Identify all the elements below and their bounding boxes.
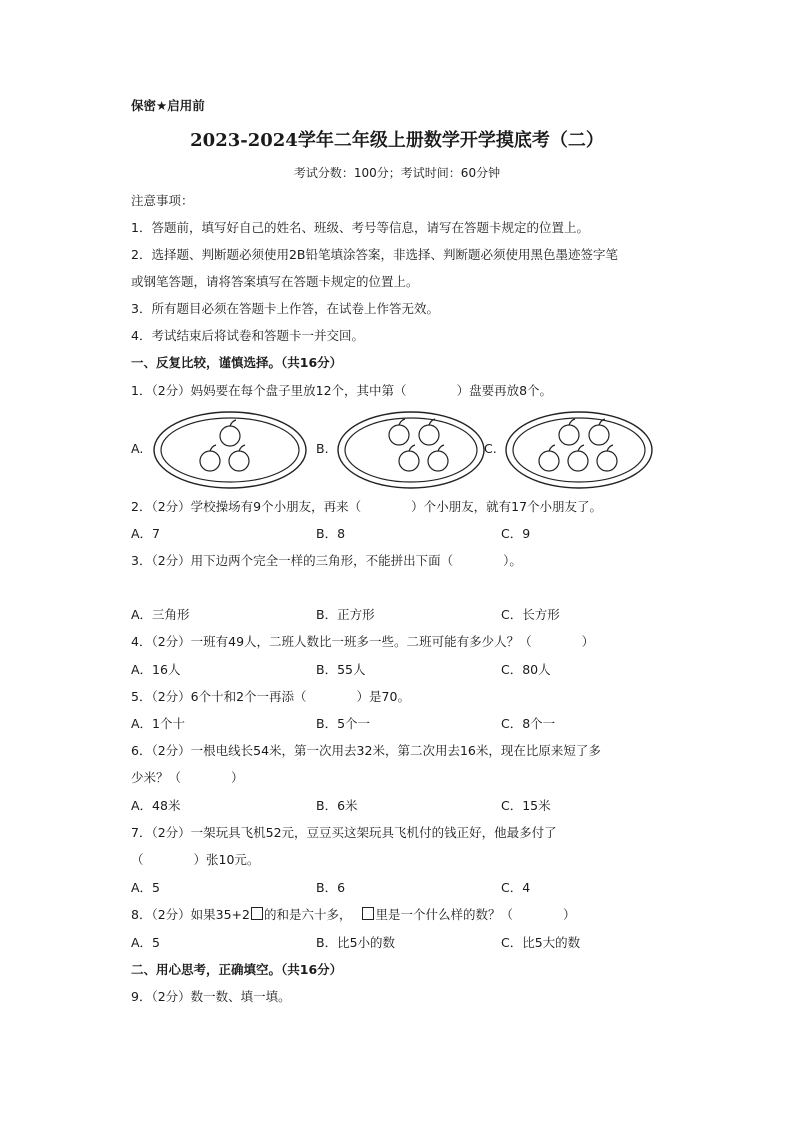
- apple-icon: [220, 420, 240, 446]
- question-8-part-c: 里是一个什么样的数？（ ）: [375, 907, 576, 922]
- blank-box-icon: [362, 907, 374, 920]
- page-title: 2023-2024学年二年级上册数学开学摸底考（二）: [190, 130, 604, 151]
- apple-icon: [568, 445, 588, 471]
- note-item: 1．答题前，填写好自己的姓名、班级、考号等信息，请写在答题卡规定的位置上。: [131, 220, 589, 235]
- plate-c-image: [504, 410, 654, 490]
- question-6-line-2: 少米？（ ）: [131, 770, 244, 785]
- q3-option-b[interactable]: B．正方形: [316, 607, 375, 622]
- question-8-part-b: 的和是六十多，: [264, 907, 352, 922]
- q1-option-c-label: C.: [484, 441, 497, 456]
- apple-icon: [428, 445, 448, 471]
- apple-icon: [399, 445, 419, 471]
- q5-option-a[interactable]: A．1个十: [131, 716, 186, 731]
- score-time-line: 考试分数：100分；考试时间：60分钟: [293, 166, 501, 180]
- q5-option-b[interactable]: B．5个一: [316, 716, 371, 731]
- plate-b-image: [336, 410, 486, 490]
- question-9: 9．（2分）数一数、填一填。: [131, 989, 291, 1004]
- confidential-mark: 保密★启用前: [131, 98, 205, 113]
- question-8-part-a: 8．（2分）如果35+2: [131, 907, 250, 922]
- section-2-title: 二、用心思考，正确填空。（共16分）: [131, 962, 343, 977]
- q8-option-c[interactable]: C．比5大的数: [501, 935, 581, 950]
- q6-option-c[interactable]: C．15米: [501, 798, 551, 813]
- q8-option-b[interactable]: B．比5小的数: [316, 935, 396, 950]
- q4-option-b[interactable]: B．55人: [316, 662, 366, 677]
- question-7-line-2: （ ）张10元。: [131, 852, 260, 867]
- question-6: 6．（2分）一根电线长54米，第一次用去32米，第二次用去16米，现在比原来短了多: [131, 743, 601, 758]
- question-8: [131, 907, 576, 923]
- blank-box-icon: [251, 907, 263, 920]
- q2-option-b[interactable]: B．8: [316, 526, 346, 541]
- notes-heading: 注意事项：: [131, 193, 194, 208]
- question-7: 7．（2分）一架玩具飞机52元，豆豆买这架玩具飞机付的钱正好，他最多付了: [131, 825, 557, 840]
- note-item: 4．考试结束后将试卷和答题卡一并交回。: [131, 328, 364, 343]
- q1-option-b-label: B.: [316, 441, 329, 456]
- note-item: 或钢笔答题，请将答案填写在答题卡规定的位置上。: [131, 274, 419, 289]
- plate-a-image: [152, 410, 308, 490]
- q7-option-c[interactable]: C．4: [501, 880, 531, 895]
- q7-option-a[interactable]: A．5: [131, 880, 161, 895]
- apple-icon: [559, 419, 579, 445]
- q1-option-a-label: A.: [131, 441, 144, 456]
- q6-option-b[interactable]: B．6米: [316, 798, 358, 813]
- q3-option-c[interactable]: C．长方形: [501, 607, 560, 622]
- q6-option-a[interactable]: A．48米: [131, 798, 181, 813]
- apple-icon: [419, 419, 439, 445]
- apple-icon: [229, 445, 249, 471]
- q4-option-a[interactable]: A．16人: [131, 662, 181, 677]
- apple-icon: [200, 445, 220, 471]
- apple-icon: [589, 419, 609, 445]
- q3-option-a[interactable]: A．三角形: [131, 607, 190, 622]
- apple-icon: [597, 445, 617, 471]
- note-item: 3．所有题目必须在答题卡上作答，在试卷上作答无效。: [131, 301, 439, 316]
- q7-option-b[interactable]: B．6: [316, 880, 346, 895]
- question-4: 4．（2分）一班有49人，二班人数比一班多一些。二班可能有多少人？（ ）: [131, 634, 595, 649]
- q5-option-c[interactable]: C．8个一: [501, 716, 556, 731]
- note-item: 2．选择题、判断题必须使用2B铅笔填涂答案，非选择、判断题必须使用黑色墨迹签字笔: [131, 247, 618, 262]
- question-3: 3．（2分）用下边两个完全一样的三角形，不能拼出下面（ ）。: [131, 553, 522, 568]
- apple-icon: [389, 419, 409, 445]
- q2-option-a[interactable]: A．7: [131, 526, 161, 541]
- q8-option-a[interactable]: A．5: [131, 935, 161, 950]
- question-5: 5．（2分）6个十和2个一再添（ ）是70。: [131, 689, 410, 704]
- q2-option-c[interactable]: C．9: [501, 526, 531, 541]
- apple-icon: [539, 445, 559, 471]
- section-1-title: 一、反复比较，谨慎选择。（共16分）: [131, 355, 343, 370]
- question-1: 1．（2分）妈妈要在每个盘子里放12个，其中第（ ）盘要再放8个。: [131, 383, 553, 398]
- question-2: 2．（2分）学校操场有9个小朋友，再来（ ）个小朋友，就有17个小朋友了。: [131, 499, 603, 514]
- q4-option-c[interactable]: C．80人: [501, 662, 551, 677]
